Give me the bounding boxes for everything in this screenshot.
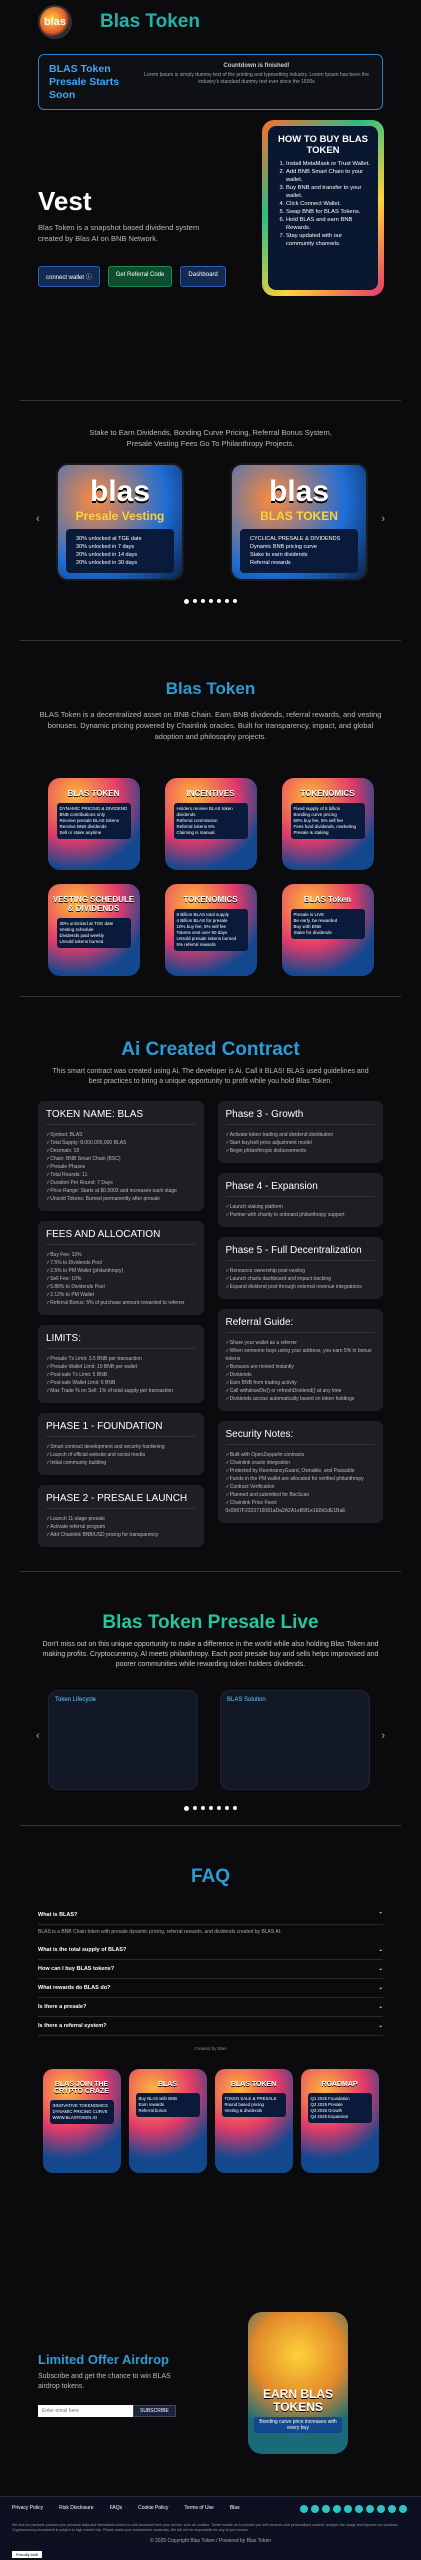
feature-card[interactable] [48,778,140,870]
panels-left-column [38,1101,204,1547]
faq-question[interactable]: Is there a referral system? ⌄ [38,2017,383,2036]
faq-answer: BLAS is a BNB Chain token with presale dynamic pricing, referral rewards, and dividends created by BLAS AI. [38,1929,282,1935]
panel-title: Security Notes: [226,1429,376,1445]
presale-notice [38,54,383,110]
contract-panels [0,1087,421,1547]
connect-wallet-button[interactable]: connect wallet ⓘ [38,266,100,287]
presale-slide [220,1690,370,1790]
brand-title: Blas Token [100,11,200,32]
info-panel: PHASE 2 - PRESALE LAUNCH ✓ Launch 11-stage presale ✓ Activate referral program ✓ Add Chainlink BNB/USD pricing for transparency [38,1485,204,1547]
built-badge: Proudly built [12,2551,42,2558]
carousel-dot[interactable] [201,599,205,603]
footer-link[interactable]: Blas [229,2505,240,2511]
info-panel: Phase 3 - Growth ✓ Activate token trading and dividend distribution ✓ Start buy/sell price adjustment model ✓ Begin philanthropic disbursements [218,1101,384,1163]
feature-card[interactable] [282,884,374,976]
faq-title: FAQ [190,1866,231,1887]
dashboard-button[interactable]: Dashboard [180,266,225,287]
panel-title: Referral Guide: [226,1317,376,1333]
logo[interactable]: blas [38,5,72,39]
social-icon[interactable] [399,2505,407,2513]
divider [20,1571,401,1572]
panel-title: PHASE 1 - FOUNDATION [46,1421,196,1437]
footer-link[interactable]: Risk Disclosure [59,2505,94,2511]
features-intro: Stake to Earn Dividends, Bonding Curve Pricing, Referral Bonus System, Presale Vesting Fees Go To Philanthropy Projects. [89,428,332,448]
slide-title: Token Lifecycle [55,1697,97,1703]
step: 1. Install MetaMask or Trust Wallet. [286,160,370,168]
slide-line: Referral rewards [250,560,291,566]
chevron-up-icon: ⌃ [378,1912,383,1918]
panel-title: Phase 4 - Expansion [226,1181,376,1197]
slide-line: Dynamic BNB pricing curve [250,544,317,550]
how-to-buy-card [262,120,384,296]
slide-line: Stake to earn dividends [250,552,308,558]
airdrop-description: Subscribe and get the chance to win BLAS airdrop tokens. [38,2373,171,2390]
carousel-dot[interactable] [217,599,221,603]
carousel-dot[interactable] [225,1806,229,1810]
presale-description: Don't miss out on this unique opportunity to make a difference in the world while also holding Blas Token and making profits. Cryptocurrency, AI meets philanthropy. Each post presale buy and sells helps improvised and poorer communities while rewarding token holders dividends. [42,1641,379,1668]
social-icon[interactable] [355,2505,363,2513]
earn-card-subtitle: Bonding curve price increases with every buy [254,2417,342,2433]
notice-text [141,63,372,101]
slide-logo: blas [268,475,330,508]
footer-link[interactable]: FAQs [109,2505,123,2511]
contract-description: This smart contract was created using Ai. The developer is Ai. Call it BLAS! BLAS used guidelines and best practices to bring a unique opportunity to profit while you hold Blas Token. [52,1068,369,1085]
hero-section [0,110,421,320]
hero-buttons [38,266,226,287]
card-title: TOKENOMICS [183,895,238,904]
social-icon[interactable] [300,2505,308,2513]
card-body: Presale is LIVE Be early, be rewarded Buy with BNB Stake for dividends [291,909,365,939]
feature-card[interactable] [165,778,257,870]
credit-text: Created by Blas [194,2046,227,2051]
divider [20,640,401,641]
next-arrow-icon[interactable]: › [381,1730,385,1742]
chevron-down-icon: ⌄ [378,2023,383,2029]
slide-lines [66,529,174,573]
promo-card[interactable]: BLAS TOKEN TOKEN SALE & PRESALE Round based pricing Vesting & dividends [215,2069,293,2173]
step: 2. Add BNB Smart Chain to your wallet. [286,168,370,184]
panels-right-column [218,1101,384,1547]
subscribe-form [38,2405,176,2417]
about-title: Blas Token [165,679,256,698]
footer-link[interactable]: Cookie Policy [138,2505,169,2511]
slide-subtitle: BLAS TOKEN [260,509,338,523]
carousel-dot[interactable] [233,599,237,603]
panel-title: FEES AND ALLOCATION [46,1229,196,1245]
social-icon[interactable] [333,2505,341,2513]
footer-link[interactable]: Terms of Use [184,2505,214,2511]
card-body: Holders receive BLAS token dividends Referral commission Referral tokens 5% Claiming is manual [174,803,248,839]
card-title: TOKENOMICS [300,789,355,798]
promo-card[interactable]: BLAS JOIN THE CRYPTO CRAZE INNOVATIVE TOKENOMICS DYNAMIC PRICING CURVE WWW.BLASTOKEN.IO [43,2069,121,2173]
social-icon[interactable] [366,2505,374,2513]
card-body: DYNAMIC PRICING & DIVIDEND BNB contributions only Receive presale BLAS tokens Receive BNB dividends Sell or stake anytime [57,803,131,839]
card-title: BLAS TOKEN [67,789,120,798]
about-text: BLAS Token is a decentralized asset on BNB Chain. Earn BNB dividends, referral rewards, and vesting bonuses. Dynamic pricing powered by Chainlink oracles. Built for transparency, impact, and global adoption and philosophy projects. [39,710,382,741]
card-body: Fixed supply of 8 billion Bonding curve pricing 50% buy fee, 5% sell fee Fees fund dividends, marketing Presale & staking [291,803,365,839]
how-to-buy-steps [276,160,370,248]
divider [20,1825,401,1826]
card-body: 8 Billion BLAS total supply 4 Billion BLAS for presale 10% buy fee, 5% sell fee Tokens vest over 90 days Unsold presale tokens burned 5% referral rewards [174,909,248,951]
step: 6. Hold BLAS and earn BNB Rewards. [286,216,370,232]
earn-tokens-card [248,2312,348,2454]
prev-arrow-icon[interactable]: ‹ [36,1730,40,1742]
footer-disclaimer: We and our partners process your personal data and information stored on and accessed from your device, such as cookies. These enable us to provide you with services and personalised content, analyse site usage and improve our products. Cryptocurrency investment is subject to high market risk. Please make your investments cautiously. We will not be responsible for any of your losses. [12,2523,399,2532]
slide-line: CYCLICAL PRESALE & DIVIDENDS [250,536,341,542]
panel-title: Phase 3 - Growth [226,1109,376,1125]
faq-question[interactable]: How can I buy BLAS tokens? ⌄ [38,1960,383,1979]
hero-description: Blas Token is a snapshot based dividend system created by Blas AI on BNB Network. [38,223,200,243]
copyright: © 2025 Copyright Blas Token / Powered by Blas Token [149,2538,272,2544]
carousel-dot[interactable] [201,1806,205,1810]
image-carousel [20,463,401,583]
email-input[interactable] [38,2405,133,2417]
info-panel: PHASE 1 - FOUNDATION ✓ Smart contract development and security hardening ✓ Launch of official website and social media ✓ Initial community building [38,1413,204,1475]
panel-title: LIMITS: [46,1333,196,1349]
feature-card[interactable] [282,778,374,870]
promo-cards-row [0,2069,421,2173]
faq-question[interactable]: What is the total supply of BLAS? ⌄ [38,1941,383,1960]
slide-logo: blas [89,475,151,508]
slide-line: 30% unlocked in 7 days [76,544,135,550]
notice-body: Lorem Ipsum is simply dummy text of the printing and typesetting industry. Lorem Ipsum has been the industry's standard dummy text ever since the 1500s [144,72,369,85]
airdrop-title: Limited Offer Airdrop [38,2352,169,2367]
social-icon[interactable] [344,2505,352,2513]
carousel-dot[interactable] [217,1806,221,1810]
social-icons [300,2505,407,2513]
info-panel: TOKEN NAME: BLAS ✓ Symbol: BLAS ✓ Total Supply: 8,000,000,000 BLAS ✓ Decimals: 18 ✓ Chain: BNB Smart Chain (BSC) ✓ Presale Phases ✓ Total Rounds: 11 ✓ Duration Per Round: 7 Days ✓ Price Range: Starts at $0.0003 and increases each stage ✓ Unsold Tokens: Burned permanently after presale [38,1101,204,1211]
contract-title: Ai Created Contract [121,1039,300,1060]
notice-title: Countdown is finished! [223,63,290,69]
info-panel: Security Notes: ✓ Built with OpenZeppelin contracts ✓ Chainlink oracle integration ✓ Protected by ReentrancyGuard, Ownable, and Pausable ✓ Funds in the PM wallet are allocated for verified philanthropy ✓ Contract Verification ✓ Planned and submitted for BscScan ✓ Chainlink Price Feed: 0x0567F2323716081aDa2A2A1eB9f1e1E8d1dE1BaE [218,1421,384,1523]
faq-question[interactable]: Is there a presale? ⌄ [38,1998,383,2017]
card-title: INCENTIVES [186,789,235,798]
faq-question[interactable]: What is BLAS? ⌃ [38,1906,383,1925]
social-icon[interactable] [377,2505,385,2513]
promo-card[interactable]: BLAS Buy BLAS with BNB Earn rewards Referral bonus [129,2069,207,2173]
divider [20,996,401,997]
info-panel: Phase 4 - Expansion ✓ Launch staking platform ✓ Partner with charity to onboard philanthropy support [218,1173,384,1227]
carousel-slide [56,463,184,581]
card-body: 30% unlocked at TGE date Vesting schedule Dividends paid weekly Unsold tokens burned [57,918,131,948]
faq-question[interactable]: What rewards do BLAS do? ⌄ [38,1979,383,1998]
notice-headline: BLAS Token Presale Starts Soon [49,63,120,101]
feature-card[interactable] [165,884,257,976]
card-title: VESTING SCHEDULE & DIVIDENDS [52,895,135,913]
carousel-dot[interactable] [184,599,189,604]
info-panel: Referral Guide: ✓ Share your wallet as a referrer ✓ When someone buys using your address, you earn 5% in bonus tokens ✓ Bonuses are minted instantly ✓ Dividends ✓ Earn BNB from trading activity ✓ Call withdrawDiv() or refreshDividend() at any time ✓ Dividends accrue automatically based on token holdings [218,1309,384,1411]
carousel-dot[interactable] [193,599,197,603]
slide-line: 20% unlocked in 30 days [76,560,138,566]
info-panel: FEES AND ALLOCATION ✓ Buy Fee: 10% ✓ 7.5% to Dividends Pool ✓ 2.5% to PM Wallet (philanthropy) ✓ Sell Fee: 10% ✓ 5.88% to Dividends Pool ✓ 2.12% to PM Wallet ✓ Referral Bonus: 5% of purchase amount rewarded to referrer [38,1221,204,1315]
next-arrow-icon[interactable]: › [381,513,385,525]
hero-title: Vest [38,186,92,216]
presale-carousel [20,1690,401,1790]
chevron-down-icon: ⌄ [378,2004,383,2010]
feature-cards-grid [0,778,421,976]
carousel-dot[interactable] [184,1806,189,1811]
step: 7. Stay updated with our community channels. [286,232,370,248]
carousel-slide [230,463,368,581]
earn-card-title: EARN BLAS TOKENS [262,2387,333,2414]
referral-code-button[interactable]: Get Referral Code [108,266,173,287]
chevron-down-icon: ⌄ [378,1947,383,1953]
faq-list [38,1906,383,2036]
slide-lines [240,529,358,573]
panel-title: Phase 5 - Full Decentralization [226,1245,376,1261]
panel-title: TOKEN NAME: BLAS [46,1109,196,1125]
info-panel: LIMITS: ✓ Presale Tx Limit: 3.5 BNB per transaction ✓ Presale Wallet Limit: 10 BNB per wallet ✓ Post-sale Tx Limit: 5 BNB ✓ Post-sale Wallet Limit: 6 BNB ✓ Max Trade % on Sell: 1% of total supply per transaction [38,1325,204,1403]
slide-subtitle: Presale Vesting [75,509,165,523]
chevron-down-icon: ⌄ [378,1985,383,1991]
info-panel: Phase 5 - Full Decentralization ✓ Renounce ownership post-vesting ✓ Launch charts dashboard and impact tracking ✓ Expand dividend pool through external revenue integrations [218,1237,384,1299]
presale-title: Blas Token Presale Live [102,1612,319,1633]
slide-title: BLAS Solution [227,1697,266,1703]
prev-arrow-icon[interactable]: ‹ [36,513,40,525]
social-icon[interactable] [322,2505,330,2513]
header [0,0,421,44]
card-title: BLAS Token [304,895,351,904]
presale-slide [48,1690,198,1790]
slide-line: 20% unlocked in 14 days [76,552,138,558]
feature-card[interactable] [48,884,140,976]
subscribe-button[interactable]: SUBSCRIBE [133,2405,176,2417]
footer-link[interactable]: Privacy Policy [12,2505,44,2511]
footer [0,2496,421,2560]
how-to-buy-title: HOW TO BUY BLAS TOKEN [278,134,368,156]
step: 4. Click Connect Wallet. [286,200,370,208]
step: 5. Swap BNB for BLAS Tokens. [286,208,370,216]
carousel-dot[interactable] [209,1806,213,1810]
chevron-down-icon: ⌄ [378,1966,383,1972]
social-icon[interactable] [388,2505,396,2513]
social-icon[interactable] [311,2505,319,2513]
promo-card[interactable]: ROADMAP Q1 2025 Foundation Q2 2025 Presale Q3 2025 Growth Q4 2025 Expansion [301,2069,379,2173]
carousel-dot[interactable] [193,1806,197,1810]
carousel-dot[interactable] [209,599,213,603]
panel-title: PHASE 2 - PRESALE LAUNCH [46,1493,196,1509]
slide-line: 30% unlocked at TGE date [76,536,142,542]
carousel-dot[interactable] [233,1806,237,1810]
carousel-dot[interactable] [225,599,229,603]
step: 3. Buy BNB and transfer to your wallet. [286,184,370,200]
